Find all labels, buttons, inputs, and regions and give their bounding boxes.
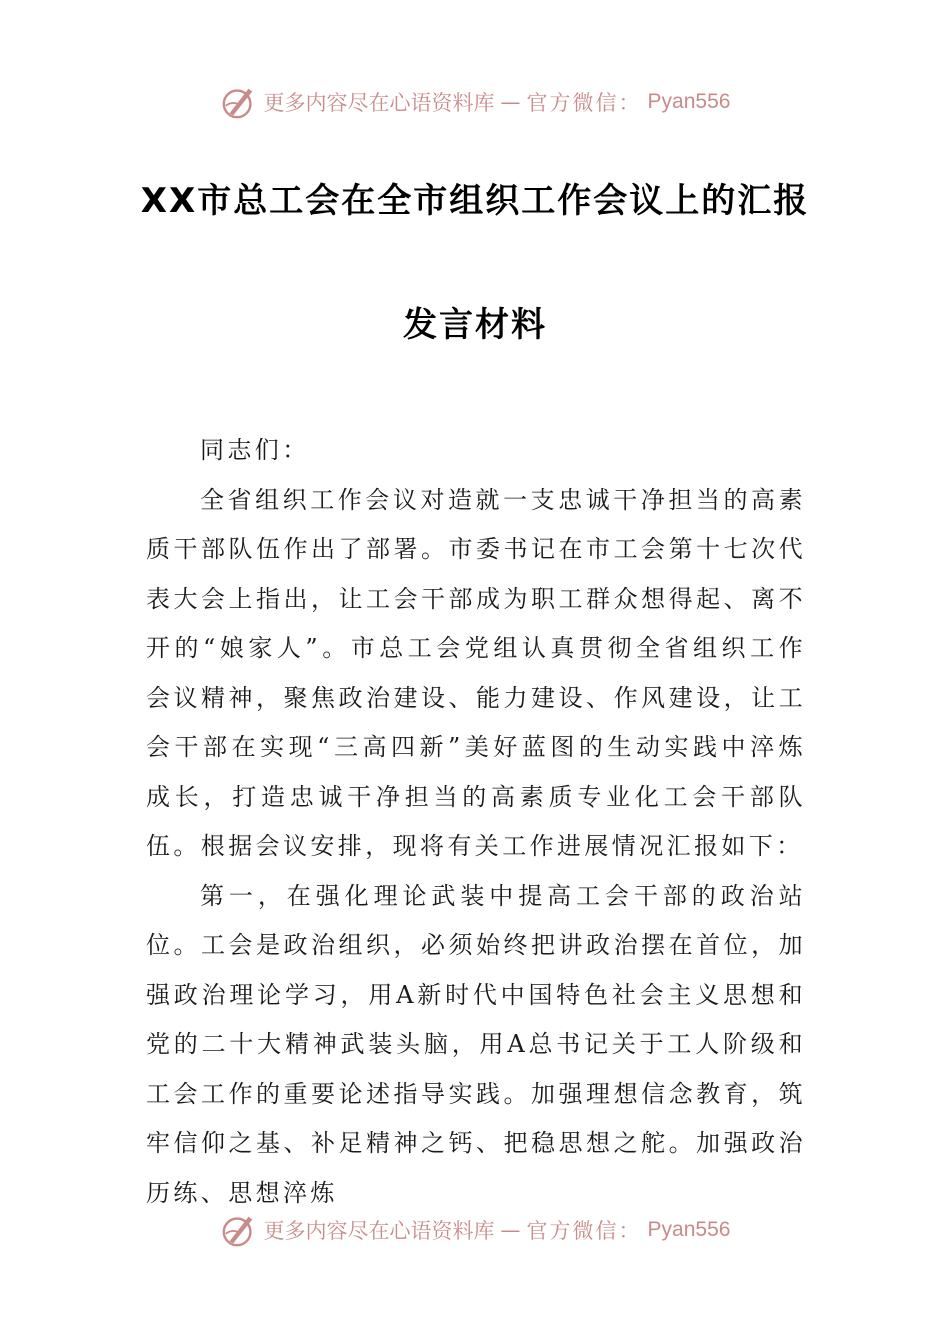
watermark-dash: — bbox=[500, 1218, 521, 1242]
document-body bbox=[146, 426, 806, 1218]
document-title-line1: XX市总工会在全市组织工作会议上的汇报 bbox=[140, 181, 810, 221]
watermark-wechat-id: Pyan556 bbox=[647, 90, 731, 113]
watermark-text: 更多内容尽在心语资料库 bbox=[263, 91, 495, 115]
paragraph-2: 第一，在强化理论武装中提高工会干部的政治站位。工会是政治组织，必须始终把讲政治摆在首位，加强政治理论学习，用A新时代中国特色社会主义思想和党的二十大精神武装头脑，用A总书记关于工人阶级和工会工作的重要论述指导实践。加强理想信念教育，筑牢信仰之基、补足精神之钙、把稳思想之舵。加强政治历练、思想淬炼 bbox=[146, 881, 806, 1207]
watermark-wechat-id: Pyan556 bbox=[647, 1218, 731, 1241]
header-watermark bbox=[0, 82, 950, 122]
paragraph-1: 全省组织工作会议对造就一支忠诚干净担当的高素质干部队伍作出了部署。市委书记在市工会第十七次代表大会上指出，让工会干部成为职工群众想得起、离不开的“娘家人”。市总工会党组认真贯彻全省组织工作会议精神，聚焦政治建设、能力建设、作风建设，让工会干部在实现“三高四新”美好蓝图的生动实践中淬炼成长，打造忠诚干净担当的高素质专业化工会干部队伍。根据会议安排，现将有关工作进展情况汇报如下： bbox=[146, 485, 806, 860]
quill-pen-logo-icon bbox=[220, 83, 258, 121]
footer-watermark bbox=[0, 1210, 950, 1250]
watermark-text: 更多内容尽在心语资料库 bbox=[263, 1219, 495, 1243]
watermark-wechat-label: 官方微信： bbox=[526, 1219, 642, 1243]
document-title-line2: 发言材料 bbox=[403, 305, 547, 345]
watermark-wechat-label: 官方微信： bbox=[526, 91, 642, 115]
watermark-dash: — bbox=[500, 90, 521, 114]
quill-pen-logo-icon bbox=[220, 1211, 258, 1249]
greeting: 同志们： bbox=[200, 436, 310, 464]
